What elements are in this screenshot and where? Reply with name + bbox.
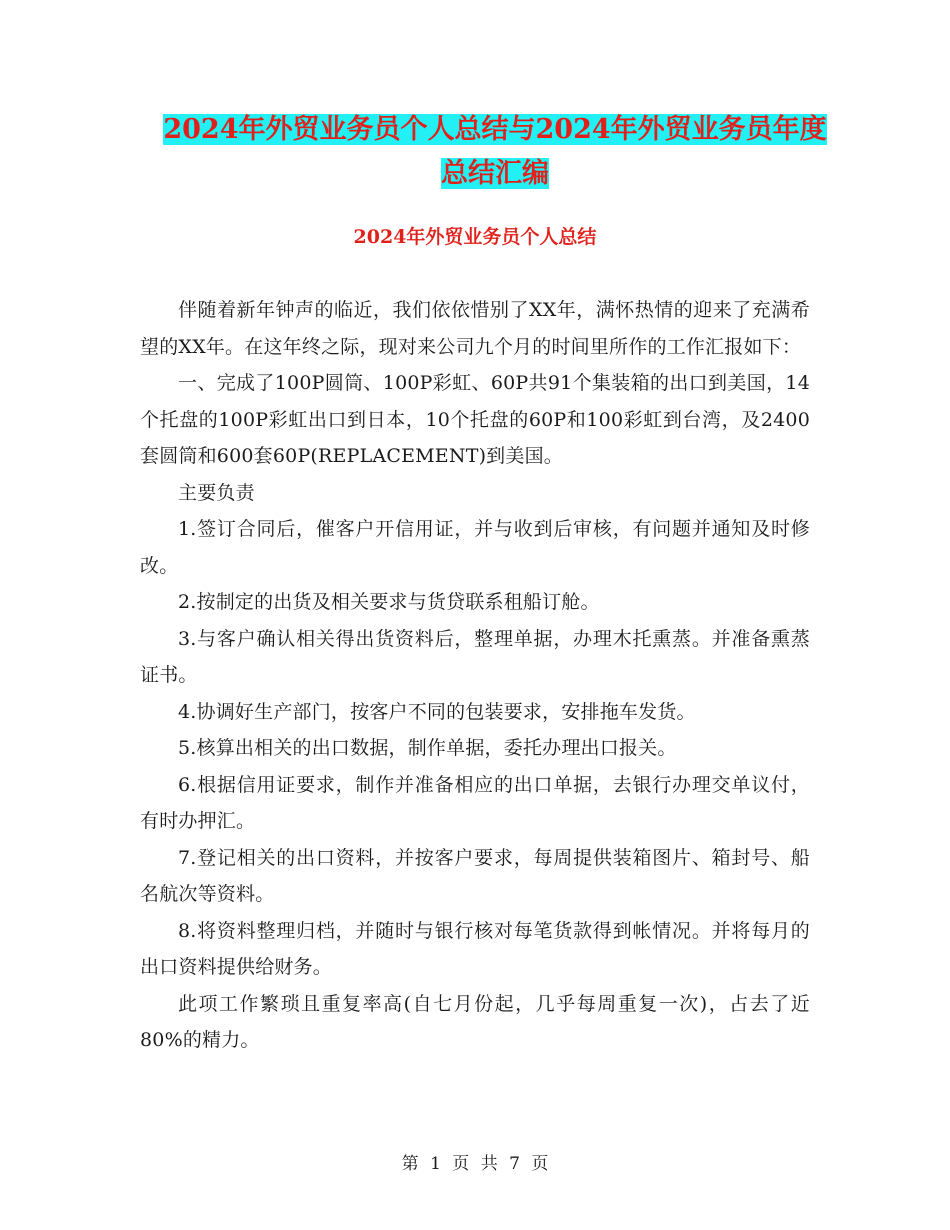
section-title: 2024年外贸业务员个人总结 <box>353 226 597 248</box>
paragraph-workload: 此项工作繁琐且重复率高(自七月份起，几乎每周重复一次)，占去了近80%的精力。 <box>140 992 810 1051</box>
page-footer: 第 1 页 共 7 页 <box>401 1154 549 1174</box>
paragraph-responsibilities-heading: 主要负责 <box>178 481 255 504</box>
paragraph-item-6: 6.根据信用证要求，制作并准备相应的出口单据，去银行办理交单议付，有时办押汇。 <box>140 773 810 832</box>
paragraph-achievements: 一、完成了100P圆筒、100P彩虹、60P共91个集装箱的出口到美国，14个托盘的100P彩虹出口到日本，10个托盘的60P和100彩虹到台湾，及2400套圆筒和600套60P(REPLACEMENT)到美国。 <box>140 372 810 467</box>
paragraph-item-5: 5.核算出相关的出口数据，制作单据，委托办理出口报关。 <box>178 737 677 759</box>
paragraph-item-7: 7.登记相关的出口资料，并按客户要求，每周提供装箱图片、箱封号、船名航次等资料。 <box>140 846 810 905</box>
paragraph-item-8: 8.将资料整理归档，并随时与银行核对每笔货款得到帐情况。并将每月的出口资料提供给财务。 <box>140 919 810 978</box>
paragraph-item-2: 2.按制定的出货及相关要求与货贷联系租船订舱。 <box>178 591 600 613</box>
paragraph-item-3: 3.与客户确认相关得出货资料后，整理单据，办理木托熏蒸。并准备熏蒸证书。 <box>140 627 810 686</box>
document-title <box>140 108 850 196</box>
document-body <box>140 292 810 1059</box>
paragraph-item-4: 4.协调好生产部门，按客户不同的包装要求，安排拖车发货。 <box>178 700 696 723</box>
paragraph-intro: 伴随着新年钟声的临近，我们依依惜别了XX年，满怀热情的迎来了充满希望的XX年。在这年终之际，现对来公司九个月的时间里所作的工作汇报如下： <box>140 299 810 358</box>
paragraph-item-1: 1.签订合同后，催客户开信用证，并与收到后审核，有问题并通知及时修改。 <box>140 518 810 577</box>
document-title-line-1: 2024年外贸业务员个人总结与2024年外贸业务员年度 <box>163 114 827 145</box>
document-title-line-2: 总结汇编 <box>441 158 549 189</box>
